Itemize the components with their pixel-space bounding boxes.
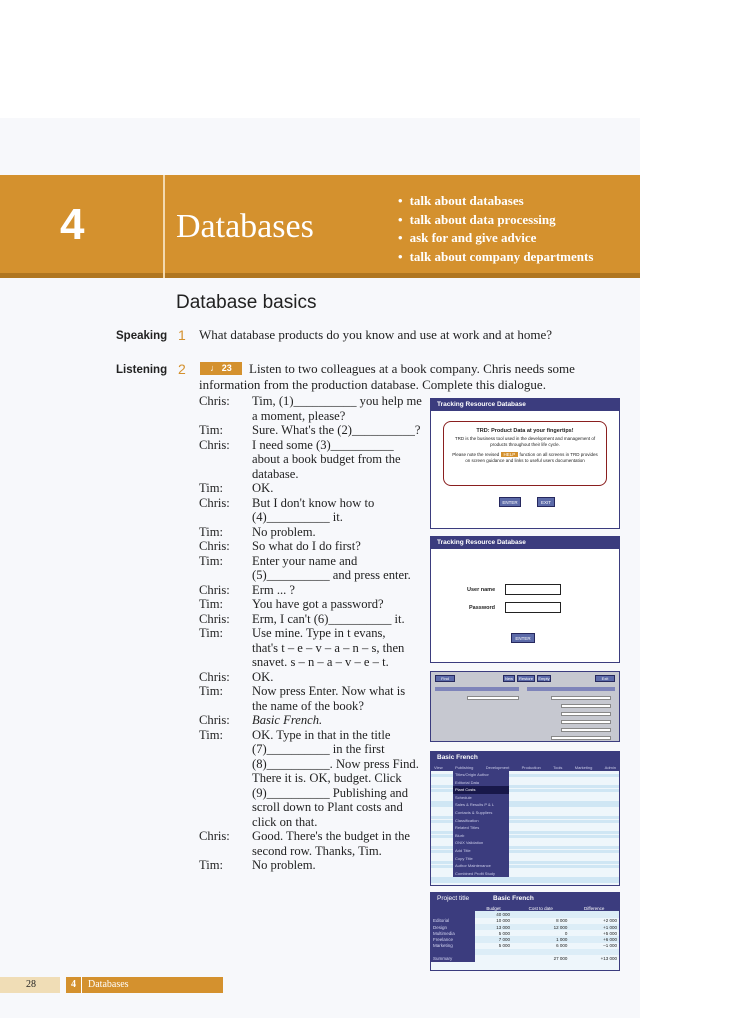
- dialogue-speaker: [199, 641, 252, 656]
- dialogue-line: [199, 568, 424, 583]
- dialogue-text: No problem.: [252, 524, 316, 539]
- dialogue-text: There it is. OK, budget. Click: [252, 771, 402, 785]
- menu-item[interactable]: Author Maintenance: [455, 863, 491, 869]
- dialogue-speaker: Tim:: [199, 858, 224, 872]
- dialogue-speaker: Tim:: [199, 553, 224, 568]
- dialogue-line: [199, 699, 424, 714]
- screen-title-bar: Tracking Resource Database: [431, 399, 619, 411]
- find-button[interactable]: Find: [435, 675, 455, 682]
- dialogue-text: OK. Type in that in the title: [252, 727, 391, 742]
- dialogue-speaker: Tim:: [199, 481, 224, 495]
- speaking-question: What database products do you know and use at work and at home?: [199, 327, 553, 342]
- project-title-bar: [431, 893, 619, 905]
- dialogue-line: [199, 554, 424, 569]
- table-cell: +1 000: [569, 924, 619, 930]
- menu-item[interactable]: Related Titles: [455, 825, 480, 831]
- dialogue-line: [199, 612, 424, 627]
- dialogue-line: [199, 800, 424, 815]
- dialogue-text: Good. There's the budget in the: [252, 829, 411, 843]
- enter-button[interactable]: ENTER: [499, 497, 521, 507]
- username-label: User name: [467, 587, 496, 593]
- dialogue-speaker: Chris:: [199, 669, 230, 684]
- dialogue-text: about a book budget from the: [252, 452, 401, 466]
- restore-button[interactable]: Restore: [518, 676, 533, 681]
- dialogue-speaker: Chris:: [199, 713, 230, 727]
- menu-bar-item[interactable]: Tools: [553, 765, 563, 770]
- search-field[interactable]: [467, 696, 519, 700]
- dialogue-text: second row. Thanks, Tim.: [252, 843, 382, 858]
- search-field[interactable]: [561, 728, 611, 732]
- dialogue-text: (8)__________. Now press Find.: [252, 756, 419, 771]
- dialogue-text: Sure. What's the (2)__________?: [252, 423, 421, 437]
- dialogue-line: [199, 525, 424, 540]
- dialogue-line: [199, 757, 424, 772]
- screenshot-login: [430, 536, 620, 663]
- menu-bar-item[interactable]: View: [434, 765, 443, 770]
- dialogue-speaker: Chris:: [199, 582, 230, 597]
- dialogue-speaker: [199, 815, 252, 830]
- new-button[interactable]: New: [504, 676, 513, 681]
- screenshot-welcome: [430, 398, 620, 529]
- dialogue-speaker: [199, 568, 252, 583]
- unit-goals: [398, 192, 593, 266]
- dialogue-text: (4)__________ it.: [252, 510, 343, 524]
- dialogue-speaker: [199, 800, 252, 815]
- dialogue-line: [199, 670, 424, 685]
- publishing-menu: [453, 771, 509, 877]
- project-label: Project title: [437, 895, 470, 902]
- table-cell: 13 000: [475, 924, 512, 930]
- search-section-bar: [527, 687, 615, 691]
- dialogue-line: [199, 467, 424, 482]
- dialogue-speaker: Chris:: [199, 539, 230, 553]
- dialogue-line: [199, 597, 424, 612]
- dialogue-speaker: [199, 786, 252, 801]
- audio-track-number: 23: [221, 363, 232, 373]
- table-cell: Design: [431, 924, 475, 930]
- table-cell: 27 000: [553, 956, 568, 962]
- dialogue-line: [199, 641, 424, 656]
- dialogue-line: [199, 771, 424, 786]
- menu-bar-item[interactable]: Production: [521, 765, 541, 770]
- search-field[interactable]: [561, 712, 611, 716]
- dialogue-speaker: Tim:: [199, 626, 224, 640]
- menu-item[interactable]: Schedule: [455, 794, 472, 800]
- dialogue-text: Basic French.: [252, 713, 323, 727]
- menu-item[interactable]: Copy Title: [455, 855, 473, 861]
- goal-item: • talk about databases: [398, 192, 593, 211]
- dialogue-speaker: [199, 452, 252, 467]
- dialogue-speaker: Chris:: [199, 437, 230, 452]
- welcome-note: [444, 450, 606, 466]
- table-cell: 12 000: [512, 924, 569, 930]
- table-row: [431, 955, 619, 961]
- menu-bar-item[interactable]: Development: [485, 765, 510, 770]
- welcome-note-start: Please note the revised: [452, 452, 500, 457]
- listening-label: Listening: [116, 364, 168, 376]
- dialogue-line: [199, 815, 424, 830]
- table-header: Cost to date: [512, 905, 569, 911]
- dialogue-text: that's t – e – v – a – n – s, then: [252, 640, 405, 655]
- menu-item[interactable]: ONIX Validation: [455, 840, 484, 846]
- dialogue-text: So what do I do first?: [252, 539, 361, 553]
- dialogue-line: [199, 496, 424, 511]
- search-field[interactable]: [551, 696, 611, 700]
- dialogue-line: [199, 438, 424, 453]
- exercise-number-1: 1: [178, 327, 186, 343]
- table-cell: 0: [564, 930, 568, 936]
- table-cell: Freelance: [431, 936, 475, 942]
- dialogue-line: [199, 481, 424, 496]
- dialogue-line: [199, 423, 424, 438]
- dialogue-text: Now press Enter. Now what is: [252, 684, 406, 698]
- dialogue-text: (5)__________ and press enter.: [252, 568, 411, 582]
- dialogue-line: [199, 858, 424, 873]
- welcome-body: TRD is the business tool used in the development and management of products throughout their life cycle.: [454, 436, 596, 447]
- section-title: Database basics: [176, 292, 317, 313]
- help-badge: HELP: [501, 452, 519, 457]
- dialogue-text: the name of the book?: [252, 698, 364, 713]
- grid-stripe: [431, 880, 619, 883]
- menu-item[interactable]: Combined Profit Study: [455, 870, 496, 876]
- footer-unit-number: 4: [66, 977, 82, 993]
- dialogue-line: [199, 844, 424, 859]
- dialogue-speaker: [199, 409, 252, 424]
- dialogue-text: (9)__________ Publishing and: [252, 785, 409, 800]
- welcome-message-box: [443, 421, 607, 486]
- menu-bar-item[interactable]: Publishing: [454, 765, 474, 770]
- dialogue-speaker: Tim:: [199, 684, 224, 698]
- dialogue-text: Enter your name and: [252, 553, 358, 568]
- dialogue-text: snavet. s – n – a – v – e – t.: [252, 655, 389, 669]
- dialogue-line: [199, 684, 424, 699]
- speaking-label: Speaking: [116, 330, 168, 342]
- dialogue-speaker: [199, 742, 252, 757]
- dialogue-speaker: Tim:: [199, 524, 224, 539]
- table-cell: 5 000: [498, 930, 511, 936]
- listening-instruction: Listen to two colleagues at a book company. Chris needs some information from the production database. Complete this dialogue.: [199, 361, 575, 392]
- dialogue-line: [199, 713, 424, 728]
- footer-unit-bar: [66, 977, 223, 993]
- dialogue-speaker: Tim:: [199, 423, 224, 437]
- table-cell: 10 000: [496, 918, 511, 924]
- menu-item[interactable]: Plant Costs: [453, 786, 509, 794]
- dialogue-speaker: [199, 467, 252, 482]
- dialogue: [199, 394, 424, 873]
- dialogue-text: But I don't know how to: [252, 495, 375, 510]
- dialogue-text: Use mine. Type in t evans,: [252, 626, 386, 640]
- dialogue-text: You have got a password?: [252, 597, 384, 611]
- dialogue-text: Erm ... ?: [252, 582, 296, 597]
- unit-number: 4: [60, 200, 85, 249]
- username-input[interactable]: [505, 584, 561, 595]
- dialogue-speaker: [199, 757, 252, 772]
- dialogue-speaker: [199, 844, 252, 859]
- dialogue-speaker: Chris:: [199, 611, 230, 626]
- password-input[interactable]: [505, 602, 561, 613]
- table-cell: Editorial: [431, 918, 475, 924]
- dialogue-line: [199, 394, 424, 409]
- screenshot-menu: [430, 751, 620, 886]
- welcome-heading: TRD: Product Data at your fingertips!: [476, 428, 574, 434]
- menu-bar-item[interactable]: Marketing: [574, 765, 593, 770]
- exercise-number-2: 2: [178, 361, 186, 377]
- dialogue-line: [199, 583, 424, 598]
- project-name: Basic French: [493, 895, 534, 902]
- dialogue-text: OK.: [252, 669, 274, 684]
- table-cell: Summary: [431, 955, 475, 961]
- dialogue-text: (7)__________ in the first: [252, 742, 385, 756]
- dialogue-speaker: Tim:: [199, 727, 224, 742]
- screen-title-bar: Basic French: [431, 752, 619, 764]
- table-cell: Marketing: [431, 943, 475, 949]
- empty-button[interactable]: Empty: [538, 676, 550, 681]
- table-cell: 7 000: [475, 936, 512, 942]
- table-cell: 8 000: [556, 918, 568, 924]
- dialogue-text: I need some (3)__________: [252, 437, 394, 452]
- page-number: 28: [0, 977, 60, 993]
- password-label: Password: [469, 605, 495, 611]
- unit-title: Databases: [176, 208, 314, 245]
- search-field[interactable]: [561, 720, 611, 724]
- table-cell: +2 000: [603, 918, 617, 924]
- menu-item[interactable]: Sales & Results P & L: [455, 802, 495, 808]
- table-header: Difference: [569, 905, 619, 911]
- table-cell: +5 000: [603, 930, 617, 936]
- menu-bar: [431, 764, 619, 771]
- welcome-note-end: function on all screens in TRD provides on screen guidance and links to useful users documentation: [465, 452, 598, 463]
- menu-item[interactable]: Classification: [455, 817, 479, 823]
- table-header: Budget: [475, 905, 512, 911]
- search-section-bar: [435, 687, 519, 691]
- table-cell: 5 000: [498, 943, 511, 949]
- goal-item: • talk about data processing: [398, 211, 593, 230]
- audio-track-badge: ♩ 23: [200, 362, 242, 375]
- menu-item[interactable]: Titles/Origin Author: [455, 772, 489, 777]
- dialogue-speaker: [199, 655, 252, 670]
- screenshot-search: [430, 671, 620, 742]
- dialogue-text: Erm, I can't (6)__________ it.: [252, 611, 405, 626]
- table-cell: –1 000: [603, 943, 617, 949]
- exit-button[interactable]: EXIT: [537, 497, 555, 507]
- goal-item: • ask for and give advice: [398, 229, 593, 248]
- dialogue-line: [199, 626, 424, 641]
- table-cell: +6 000: [569, 936, 619, 942]
- goal-item: • talk about company departments: [398, 248, 593, 267]
- menu-item[interactable]: Contacts & Suppliers: [455, 809, 493, 815]
- dialogue-speaker: [199, 699, 252, 714]
- dialogue-line: [199, 742, 424, 757]
- enter-button[interactable]: ENTER: [511, 633, 535, 643]
- exit-button[interactable]: Exit: [595, 675, 615, 682]
- dialogue-speaker: Chris:: [199, 495, 230, 510]
- banner-divider: [163, 175, 165, 278]
- dialogue-line: [199, 655, 424, 670]
- dialogue-text: a moment, please?: [252, 408, 346, 423]
- dialogue-speaker: Chris:: [199, 394, 230, 408]
- dialogue-text: scroll down to Plant costs and: [252, 800, 403, 814]
- dialogue-text: database.: [252, 466, 299, 481]
- table-cell: [475, 955, 512, 961]
- menu-item[interactable]: Blurb: [455, 832, 465, 838]
- dialogue-speaker: [199, 771, 252, 786]
- search-field[interactable]: [561, 704, 611, 708]
- dialogue-line: [199, 452, 424, 467]
- footer-unit-title: Databases: [88, 979, 129, 990]
- table-cell: +13 000: [600, 956, 617, 962]
- dialogue-speaker: [199, 510, 252, 525]
- table-cell: 6 000: [556, 943, 568, 949]
- dialogue-text: Tim, (1)__________ you help me: [252, 394, 422, 408]
- dialogue-line: [199, 728, 424, 743]
- dialogue-line: [199, 510, 424, 525]
- table-cell: 1 000: [512, 936, 569, 942]
- menu-item[interactable]: Add Title: [455, 847, 471, 853]
- dialogue-text: No problem.: [252, 858, 316, 872]
- dialogue-line: [199, 539, 424, 554]
- screenshot-budget: [430, 892, 620, 971]
- dialogue-line: [199, 409, 424, 424]
- dialogue-text: click on that.: [252, 814, 318, 829]
- menu-bar-item[interactable]: Admin: [604, 765, 616, 770]
- menu-item[interactable]: Editorial Data: [455, 779, 480, 785]
- budget-table: [431, 905, 619, 962]
- screen-title-bar: Tracking Resource Database: [431, 537, 619, 549]
- search-field[interactable]: [551, 736, 611, 740]
- table-cell: 40 000: [475, 911, 512, 917]
- dialogue-text: OK.: [252, 481, 274, 495]
- dialogue-line: [199, 786, 424, 801]
- dialogue-speaker: Tim:: [199, 597, 224, 611]
- dialogue-speaker: Chris:: [199, 829, 230, 843]
- table-cell: Multimedia: [431, 930, 475, 936]
- dialogue-line: [199, 829, 424, 844]
